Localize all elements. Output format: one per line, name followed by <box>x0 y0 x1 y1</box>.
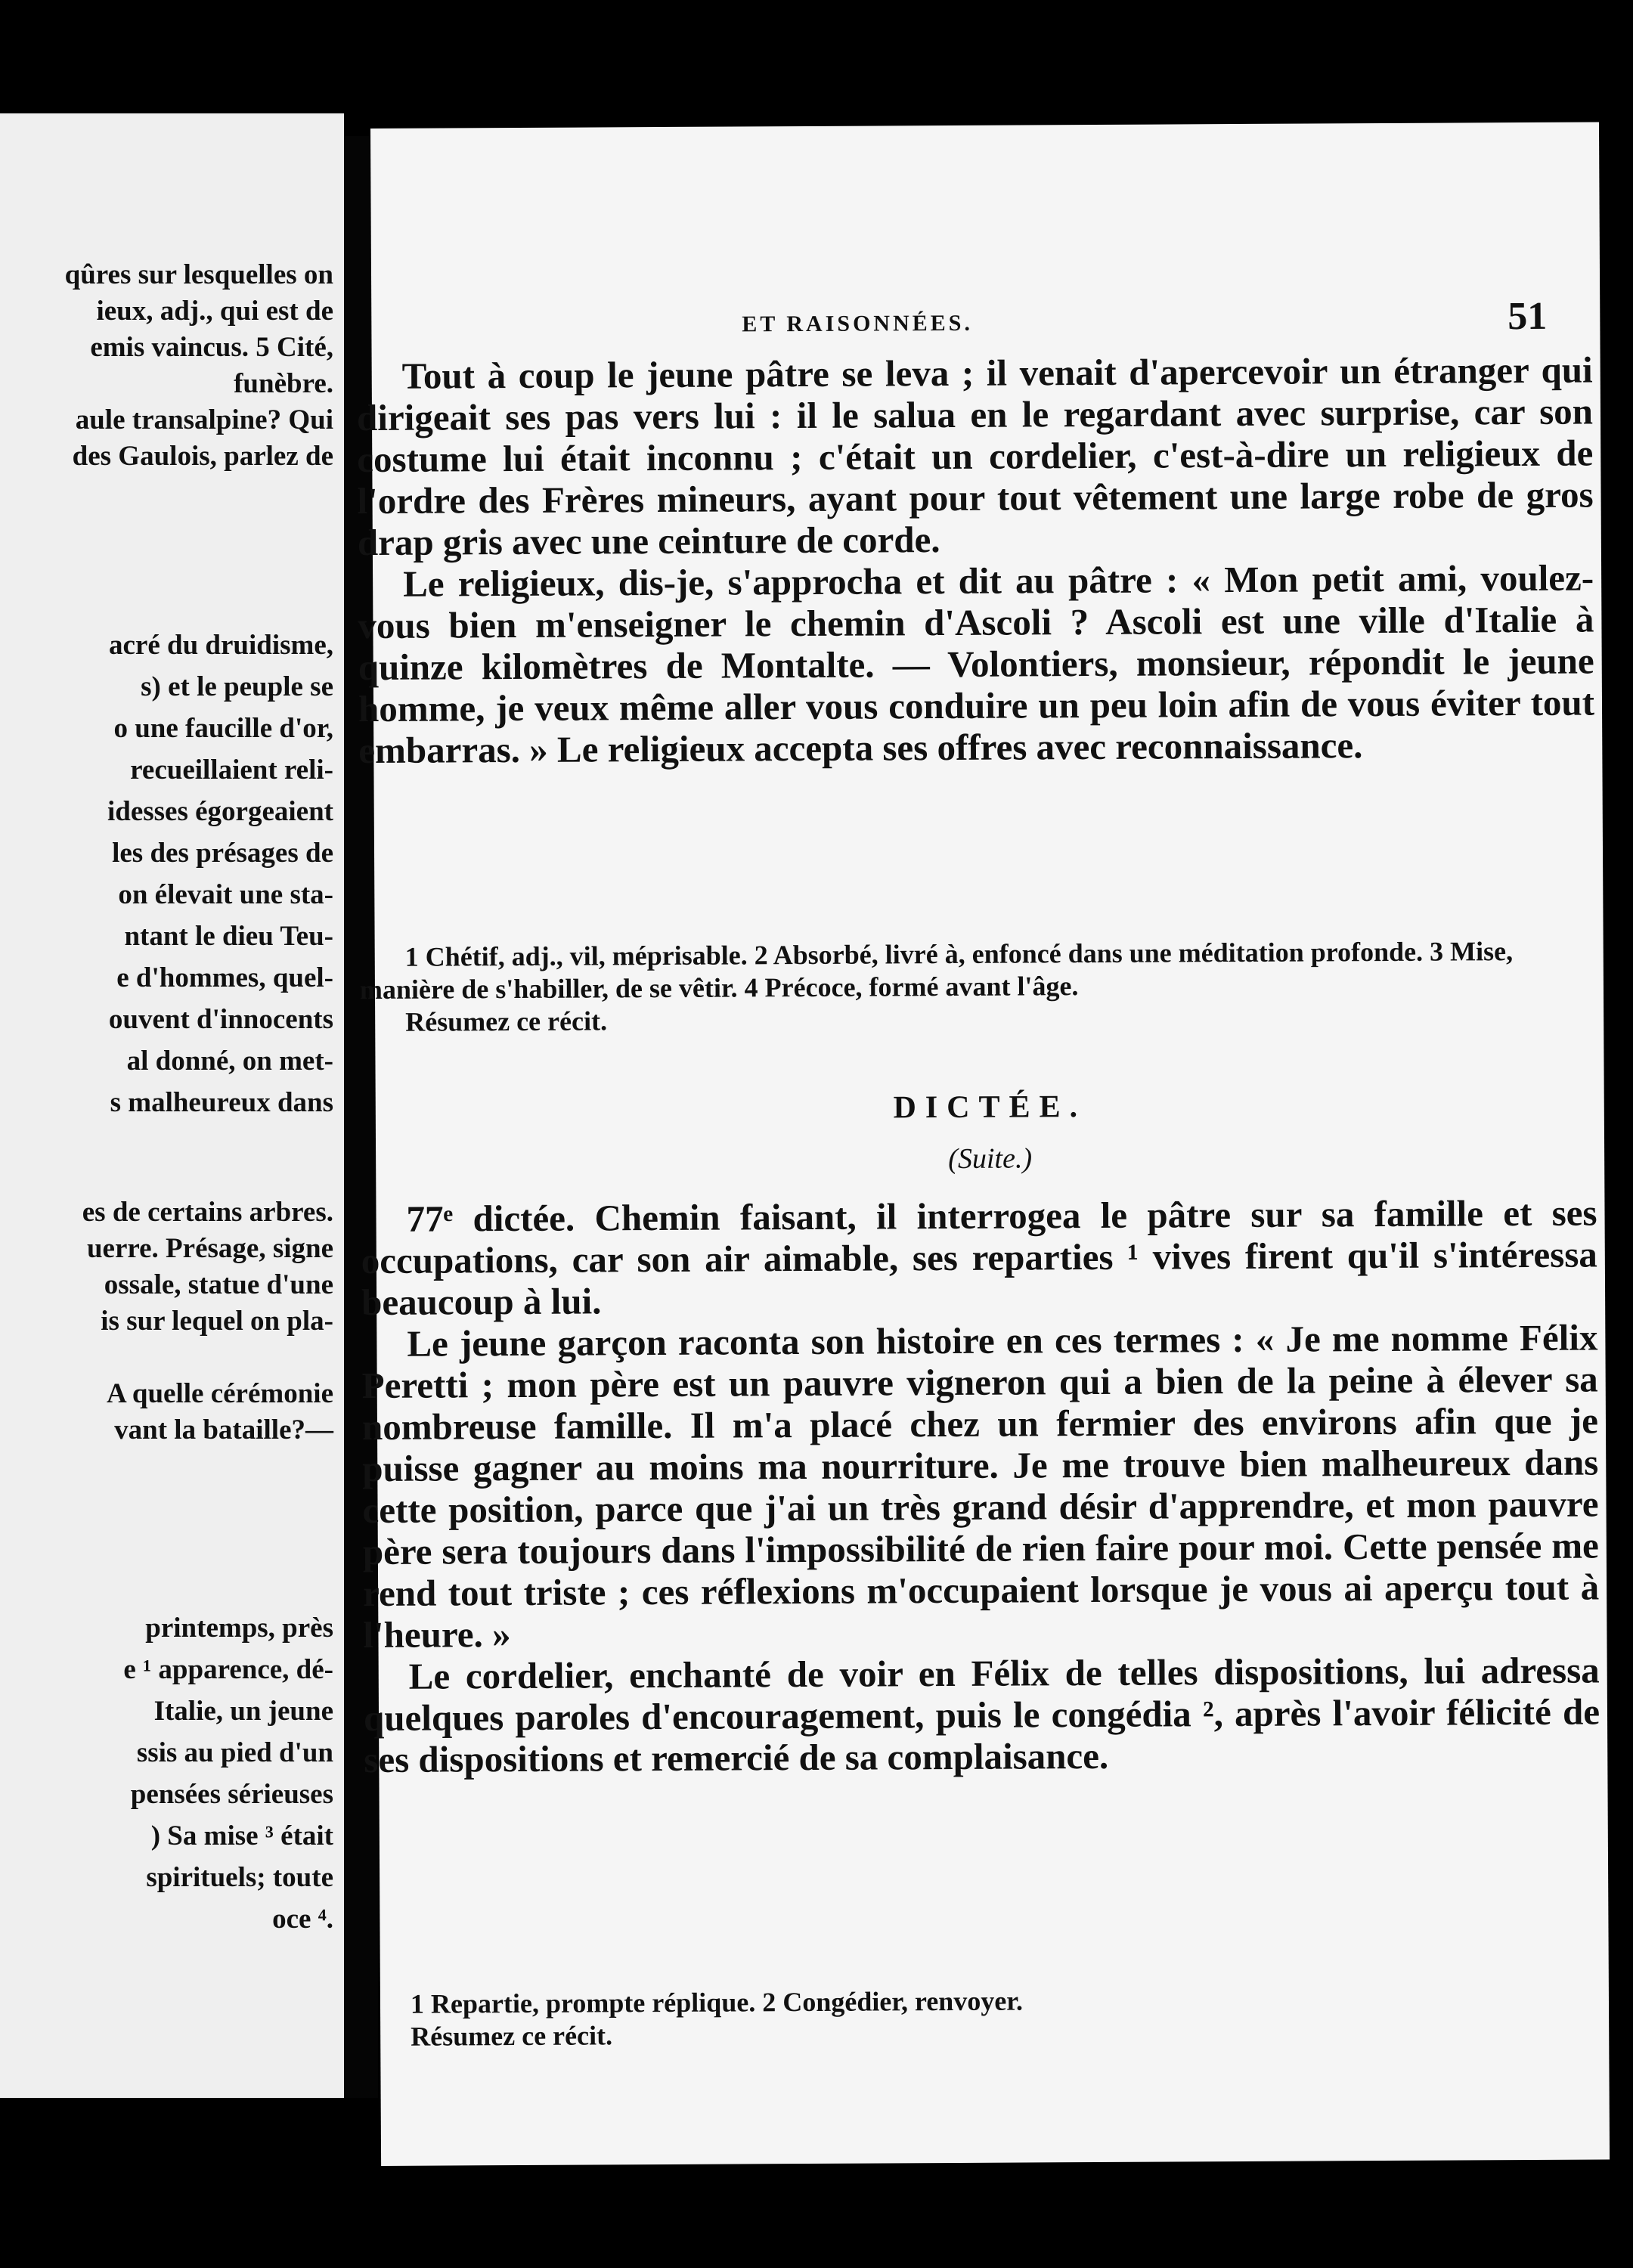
left-page-line: qûres sur lesquelles on <box>64 259 333 290</box>
left-page-line: ieux, adj., qui est de <box>96 296 333 327</box>
left-page-line: A quelle cérémonie <box>106 1378 333 1409</box>
dictee-subtitle: (Suite.) <box>948 1142 1033 1176</box>
left-page-line: recueillaient reli- <box>130 754 333 785</box>
resume-instruction: Résumez ce récit. <box>411 2020 613 2052</box>
story-paragraph: Le religieux, dis-je, s'approcha et dit au pâtre : « Mon petit ami, voulez-vous bien m'enseigner le chemin d'Ascoli ? Ascoli est une ville d'Italie à quinze kilomètres de Montalte. — Volontiers, monsieur, répondit le jeune homme, je veux même aller vous conduire un peu loin afin de vous éviter tout embarras. » Le religieux accepta ses offres avec reconnaissance. <box>358 556 1595 772</box>
left-page-line: o une faucille d'or, <box>113 713 333 744</box>
left-page-line: ossale, statue d'une <box>104 1269 333 1300</box>
dictee-paragraph: Le jeune garçon raconta son histoire en ces termes : « Je me nomme Félix Peretti ; mon père est un pauvre vigneron qui a bien de la peine à élever sa nombreuse famille. Il m'a placé chez un fermier des environs afin que je puisse gagner au moins ma nourriture. Je me trouve bien malheureux dans cette position, parce que j'ai un très grand désir d'apprendre, et mon pauvre père sera toujours dans l'impossibilité de rien faire pour moi. Cette pensée me rend tout triste ; ces réflexions m'occupaient lorsque je vous ai aperçu tout à l'heure. » <box>361 1316 1600 1656</box>
left-page-line: uerre. Présage, signe <box>86 1233 333 1264</box>
running-title: ET RAISONNÉES. <box>742 310 973 337</box>
left-page-line: printemps, près <box>145 1613 333 1644</box>
left-page-line: pensées sérieuses <box>130 1779 333 1810</box>
right-page <box>356 122 1610 2165</box>
footnotes-1 <box>360 935 1597 1040</box>
left-page-line: des Gaulois, parlez de <box>72 441 333 472</box>
left-page-line: emis vaincus. 5 Cité, <box>90 332 333 363</box>
left-page-line: acré du druidisme, <box>108 630 333 661</box>
dictee-text <box>361 1192 1600 1781</box>
left-page-line: s malheureux dans <box>110 1087 333 1118</box>
dictee-title: DICTÉE. <box>893 1089 1087 1126</box>
left-page-line: al donné, on met- <box>126 1046 333 1077</box>
left-page-line: ssis au pied d'un <box>136 1737 333 1768</box>
left-page <box>0 113 344 2098</box>
left-page-line: ) Sa mise ³ était <box>150 1820 333 1851</box>
left-page-line: spirituels; toute <box>146 1862 333 1893</box>
left-page-line: is sur lequel on pla- <box>101 1306 333 1337</box>
left-page-line: oce ⁴. <box>272 1904 333 1935</box>
left-page-line: es de certains arbres. <box>82 1197 333 1228</box>
left-page-line: funèbre. <box>234 368 333 399</box>
left-page-line: ntant le dieu Teu- <box>124 921 333 952</box>
left-page-line: les des présages de <box>112 838 333 869</box>
dictee-paragraph: Le cordelier, enchanté de voir en Félix de telles dispositions, lui adressa quelques paroles d'encouragement, puis le congédia ², après l'avoir félicité de ses dispositions et remercié de sa complaisance. <box>363 1649 1600 1781</box>
left-page-line: on élevait une sta- <box>118 879 333 910</box>
left-page-line: Italie, un jeune <box>153 1696 333 1727</box>
left-page-line: e ¹ apparence, dé- <box>123 1654 333 1685</box>
left-page-line: idesses égorgeaient <box>107 796 333 827</box>
left-page-line: s) et le peuple se <box>141 671 333 702</box>
left-page-line: e d'hommes, quel- <box>116 962 333 993</box>
dictee-paragraph: 77ᵉ dictée. Chemin faisant, il interrogea le pâtre sur sa famille et ses occupations, car son air aimable, ses reparties ¹ vives firent qu'il s'intéressa beaucoup à lui. <box>361 1191 1597 1324</box>
left-page-line: ouvent d'innocents <box>108 1004 333 1035</box>
footnotes-2 <box>365 1982 1601 2054</box>
footnote: 1 Repartie, prompte réplique. 2 Congédier, renvoyer. <box>410 1985 1024 2019</box>
story-paragraph: Tout à coup le jeune pâtre se leva ; il venait d'apercevoir un étranger qui dirigeait ses pas vers lui : il le salua en le regardant avec surprise, car son costume lui était inconnu ; c'était un cordelier, c'est-à-dire un religieux de l'ordre des Frères mineurs, ayant pour tout vêtement une large robe de gros drap gris avec une ceinture de corde. <box>356 349 1594 564</box>
story-text <box>357 349 1595 772</box>
page-number: 51 <box>1508 294 1548 339</box>
left-page-line: vant la bataille?— <box>114 1414 333 1445</box>
resume-instruction: Résumez ce récit. <box>405 1005 608 1037</box>
left-page-line: aule transalpine? Qui <box>75 404 333 435</box>
footnote: 1 Chétif, adj., vil, méprisable. 2 Absorbé, livré à, enfoncé dans une méditation profonde. 3 Mise, manière de s'habiller, de se vêtir. 4 Précoce, formé avant l'âge. <box>359 936 1514 1005</box>
